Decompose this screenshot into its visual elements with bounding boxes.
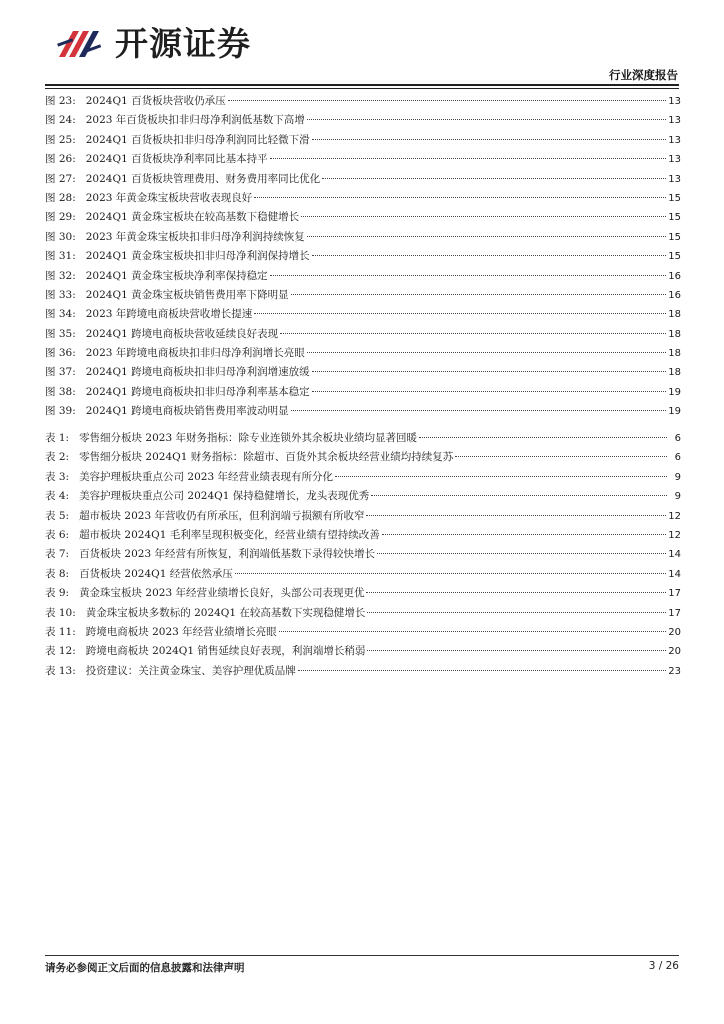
table-index-entry[interactable] (45, 623, 681, 642)
figure-index-entry[interactable] (45, 247, 681, 266)
toc-entry-title: 2024Q1 跨境电商板块扣非归母净利率基本稳定 (85, 385, 310, 398)
toc-entry-label: 图 29: (45, 211, 76, 224)
toc-entry-title: 2024Q1 跨境电商板块销售费用率波动明显 (85, 405, 289, 418)
toc-entry-label: 图 24: (45, 114, 76, 127)
toc-entry-page: 6 (674, 452, 681, 464)
toc-entry-title: 黄金珠宝板块多数标的 2024Q1 在较高基数下实现稳健增长 (85, 606, 366, 619)
toc-entry-label: 图 39: (45, 405, 76, 418)
dot-leader (312, 139, 667, 140)
brand-name: 开源证券 (115, 23, 251, 63)
dot-leader (312, 391, 667, 392)
table-index-entry[interactable] (45, 429, 681, 448)
toc-entry-title: 2024Q1 百货板块营收仍承压 (85, 95, 226, 107)
footer-disclaimer: 请务必参阅正文后面的信息披露和法律声明 (45, 962, 245, 974)
dot-leader (312, 255, 667, 256)
toc-entry-page: 13 (668, 134, 681, 146)
dot-leader (322, 178, 666, 179)
dot-leader (254, 197, 666, 198)
toc-entry-title: 零售细分板块 2023 年财务指标：除专业连锁外其余板块业绩均显著回暖 (79, 432, 417, 444)
toc-entry-label: 图 27: (45, 172, 76, 185)
dot-leader (235, 573, 667, 574)
toc-entry-page: 18 (668, 348, 681, 360)
dot-leader (419, 437, 667, 438)
header-divider-thin (45, 88, 679, 89)
page-header (0, 0, 724, 90)
brand-logo (55, 20, 275, 66)
toc-entry-label: 表 2: (45, 451, 70, 464)
table-index-entry[interactable] (45, 468, 681, 487)
table-index-entry[interactable] (45, 584, 681, 603)
toc-entry-label: 图 33: (45, 288, 76, 301)
toc-entry-label: 表 4: (45, 490, 70, 503)
dot-leader (382, 534, 667, 535)
toc-entry-page: 19 (668, 406, 681, 418)
toc-entry-title: 美容护理板块重点公司 2023 年经营业绩表现有所分化 (79, 470, 333, 483)
figure-index-entry[interactable] (45, 189, 681, 208)
toc-entry-title: 2023 年跨境电商板块营收增长提速 (85, 308, 253, 321)
toc-entry-page: 15 (668, 231, 681, 243)
table-index-entry[interactable] (45, 526, 681, 545)
toc-entry-title: 2024Q1 跨境电商板块扣非归母净利润增速放缓 (85, 366, 310, 379)
toc-entry-page: 9 (674, 491, 681, 503)
dot-leader (312, 371, 667, 372)
toc-entry-title: 跨境电商板块 2024Q1 销售延续良好表现，利润端增长稍弱 (85, 645, 366, 658)
toc-entry-title: 2024Q1 黄金珠宝板块扣非归母净利润保持增长 (85, 250, 310, 263)
toc-entry-label: 表 3: (45, 470, 70, 483)
toc-entry-page: 18 (668, 367, 681, 379)
dot-leader (377, 553, 666, 554)
dot-leader (270, 158, 667, 159)
table-index-entry[interactable] (45, 565, 681, 584)
toc-entry-label: 图 25: (45, 133, 76, 146)
dot-leader (254, 313, 666, 314)
figure-index-entry[interactable] (45, 363, 681, 382)
toc-entry-title: 超市板块 2023 年营收仍有所承压，但利润端亏损额有所收窄 (79, 509, 365, 522)
dot-leader (228, 100, 667, 101)
toc-entry-label: 表 13: (45, 664, 76, 677)
toc-entry-page: 17 (668, 588, 681, 600)
table-index-entry[interactable] (45, 507, 681, 526)
toc-entry-title: 百货板块 2024Q1 经营依然承压 (79, 567, 233, 580)
toc-entry-title: 超市板块 2024Q1 毛利率呈现积极变化，经营业绩有望持续改善 (79, 528, 380, 541)
toc-entry-title: 2024Q1 黄金珠宝板块净利率保持稳定 (85, 269, 268, 282)
toc-entry-title: 2024Q1 百货板块净利率同比基本持平 (85, 153, 268, 166)
figure-index-entry[interactable] (45, 267, 681, 286)
dot-leader (366, 515, 666, 516)
toc-entry-title: 2024Q1 黄金珠宝板块在较高基数下稳健增长 (85, 211, 300, 224)
figure-index-entry[interactable] (45, 170, 681, 189)
toc-entry-page: 17 (668, 607, 681, 619)
toc-entry-page: 13 (668, 115, 681, 127)
dot-leader (298, 670, 667, 671)
toc-entry-title: 2023 年黄金珠宝板块营收表现良好 (85, 191, 253, 204)
figure-index-entry[interactable] (45, 92, 681, 111)
toc-entry-label: 图 28: (45, 191, 76, 204)
figure-index-entry[interactable] (45, 305, 681, 324)
figure-index-entry[interactable] (45, 325, 681, 344)
table-index-entry[interactable] (45, 604, 681, 623)
header-divider (45, 84, 679, 86)
dot-leader (371, 495, 667, 496)
dot-leader (301, 216, 666, 217)
table-index-entry[interactable] (45, 487, 681, 506)
toc-entry-title: 黄金珠宝板块 2023 年经营业绩增长良好，头部公司表现更优 (79, 587, 365, 600)
toc-entry-label: 图 31: (45, 250, 76, 263)
toc-entry-title: 2024Q1 百货板块管理费用、财务费用率同比优化 (85, 172, 321, 185)
toc-entry-label: 图 36: (45, 347, 76, 360)
toc-entry-label: 图 30: (45, 230, 76, 243)
dot-leader (367, 650, 666, 651)
toc-entry-label: 图 35: (45, 327, 76, 340)
toc-entry-page: 14 (668, 549, 681, 561)
toc-entry-title: 零售细分板块 2024Q1 财务指标：除超市、百货外其余板块经营业绩均持续复苏 (79, 451, 454, 464)
toc-entry-label: 表 7: (45, 548, 70, 561)
dot-leader (367, 612, 666, 613)
toc-entry-page: 6 (674, 433, 681, 444)
dot-leader (455, 456, 667, 457)
toc-entry-page: 12 (668, 510, 681, 522)
dot-leader (307, 236, 666, 237)
toc-entry-page: 20 (668, 646, 681, 658)
toc-entry-label: 图 38: (45, 385, 76, 398)
footer-divider (45, 955, 679, 956)
toc-entry-page: 20 (668, 626, 681, 638)
toc-entry-label: 图 37: (45, 366, 76, 379)
kaiyuan-logo-mark-icon (55, 23, 107, 63)
dot-leader (291, 410, 667, 411)
toc-entry-label: 图 34: (45, 308, 76, 321)
figure-index-entry[interactable] (45, 383, 681, 402)
toc-entry-page: 15 (668, 192, 681, 204)
figure-index-entry[interactable] (45, 402, 681, 421)
page-number: 3 / 26 (648, 960, 679, 972)
toc-entry-label: 表 1: (45, 432, 70, 444)
toc-entry-page: 15 (668, 212, 681, 224)
toc-entry-page: 14 (668, 568, 681, 580)
dot-leader (279, 631, 667, 632)
toc-entry-label: 图 23: (45, 95, 76, 107)
dot-leader (270, 275, 667, 276)
dot-leader (307, 119, 666, 120)
toc-entry-page: 19 (668, 386, 681, 398)
figure-index-entry[interactable] (45, 208, 681, 227)
table-index-list (45, 429, 681, 681)
toc-entry-page: 18 (668, 328, 681, 340)
toc-entry-page: 13 (668, 154, 681, 166)
figure-index-entry[interactable] (45, 111, 681, 130)
dot-leader (280, 333, 666, 334)
toc-entry-title: 2024Q1 黄金珠宝板块销售费用率下降明显 (85, 288, 289, 301)
toc-entry-label: 表 6: (45, 528, 70, 541)
figure-index-entry[interactable] (45, 228, 681, 247)
figure-index-entry[interactable] (45, 150, 681, 169)
report-type-label: 行业深度报告 (609, 68, 678, 82)
dot-leader (307, 352, 666, 353)
toc-entry-title: 2023 年黄金珠宝板块扣非归母净利润持续恢复 (85, 230, 305, 243)
dot-leader (291, 294, 667, 295)
dot-leader (335, 476, 667, 477)
table-index-entry[interactable] (45, 545, 681, 564)
toc-entry-title: 投资建议：关注黄金珠宝、美容护理优质品牌 (85, 664, 296, 677)
toc-entry-label: 表 5: (45, 509, 70, 522)
table-index-entry[interactable] (45, 448, 681, 467)
figure-index-entry[interactable] (45, 286, 681, 305)
toc-entry-title: 2024Q1 百货板块扣非归母净利润同比轻微下滑 (85, 133, 310, 146)
toc-entry-label: 表 8: (45, 567, 70, 580)
figure-index-list (45, 92, 681, 422)
toc-entry-page: 23 (668, 665, 681, 677)
toc-entry-title: 百货板块 2023 年经营有所恢复，利润端低基数下录得较快增长 (79, 548, 375, 561)
toc-entry-page: 15 (668, 251, 681, 263)
toc-entry-page: 13 (668, 173, 681, 185)
toc-entry-title: 2023 年跨境电商板块扣非归母净利润增长亮眼 (85, 347, 305, 360)
toc-entry-label: 表 9: (45, 587, 70, 600)
toc-entry-page: 16 (668, 270, 681, 282)
figure-index-entry[interactable] (45, 131, 681, 150)
toc-entry-page: 16 (668, 289, 681, 301)
toc-entry-title: 2023 年百货板块扣非归母净利润低基数下高增 (85, 114, 305, 127)
dot-leader (366, 592, 666, 593)
toc-entry-page: 18 (668, 309, 681, 321)
toc-entry-title: 跨境电商板块 2023 年经营业绩增长亮眼 (85, 625, 277, 638)
toc-entry-label: 表 12: (45, 645, 76, 658)
toc-entry-label: 表 11: (45, 625, 76, 638)
figure-index-entry[interactable] (45, 344, 681, 363)
table-index-entry[interactable] (45, 662, 681, 681)
toc-entry-page: 9 (674, 471, 681, 483)
toc-entry-title: 美容护理板块重点公司 2024Q1 保持稳健增长，龙头表现优秀 (79, 490, 370, 503)
toc-entry-label: 图 26: (45, 153, 76, 166)
toc-entry-label: 表 10: (45, 606, 76, 619)
toc-entry-page: 13 (668, 96, 681, 107)
toc-entry-label: 图 32: (45, 269, 76, 282)
toc-entry-page: 12 (668, 529, 681, 541)
table-index-entry[interactable] (45, 642, 681, 661)
toc-entry-title: 2024Q1 跨境电商板块营收延续良好表现 (85, 327, 279, 340)
